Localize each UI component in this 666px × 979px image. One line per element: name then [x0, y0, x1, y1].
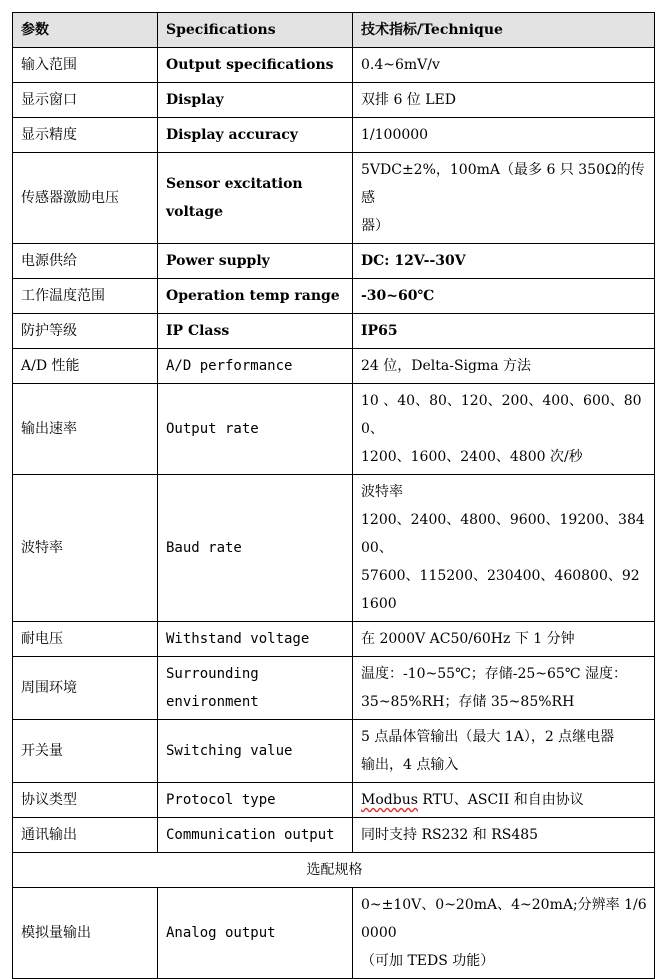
param-value: 在 2000V AC50/60Hz 下 1 分钟: [353, 622, 655, 657]
param-en: Baud rate: [158, 475, 353, 622]
table-row: [13, 314, 655, 349]
table-row: [13, 384, 655, 475]
param-value: [353, 720, 655, 783]
param-value-line: 10 、40、80、120、200、400、600、800、: [361, 393, 642, 437]
param-cn: 开关量: [13, 720, 158, 783]
table-row: [13, 720, 655, 783]
table-row: [13, 475, 655, 622]
param-cn: 工作温度范围: [13, 279, 158, 314]
param-en-line: environment: [166, 694, 259, 710]
param-value: 24 位，Delta-Sigma 方法: [353, 349, 655, 384]
param-en: Operation temp range: [158, 279, 353, 314]
header-parameter: 参数: [13, 13, 158, 48]
section-row: [13, 853, 655, 888]
param-value: [353, 153, 655, 244]
table-row: [13, 153, 655, 244]
param-value: DC: 12V--30V: [353, 244, 655, 279]
protocol-rest-text: RTU、ASCII 和自由协议: [417, 792, 584, 808]
table-row: [13, 818, 655, 853]
param-value: 0.4~6mV/v: [353, 48, 655, 83]
table-row: [13, 83, 655, 118]
param-value-line: 输出，4 点输入: [361, 757, 459, 773]
param-cn: 防护等级: [13, 314, 158, 349]
param-cn: 显示精度: [13, 118, 158, 153]
param-value-line: 1200、1600、2400、4800 次/秒: [361, 449, 583, 465]
param-value-line: 0~±10V、0~20mA、4~20mA;分辨率 1/60000: [361, 897, 647, 941]
param-cn: 波特率: [13, 475, 158, 622]
param-en-line: voltage: [166, 204, 224, 220]
param-value-line: 温度：-10~55℃；存储-25~65℃ 湿度：: [361, 666, 627, 682]
table-row: [13, 657, 655, 720]
table-row: [13, 622, 655, 657]
param-en: Output specifications: [158, 48, 353, 83]
param-value-line: 5VDC±2%，100mA（最多 6 只 350Ω的传感: [361, 162, 645, 206]
param-cn: A/D 性能: [13, 349, 158, 384]
param-cn: 模拟量输出: [13, 888, 158, 979]
param-value: [353, 384, 655, 475]
table-row: [13, 349, 655, 384]
param-en-line: Sensor excitation: [166, 176, 303, 192]
header-specifications: Specifications: [158, 13, 353, 48]
param-en: Communication output: [158, 818, 353, 853]
param-en: A/D performance: [158, 349, 353, 384]
section-title: 选配规格: [13, 853, 655, 888]
param-cn: 输入范围: [13, 48, 158, 83]
table-row: [13, 783, 655, 818]
param-value-line: （可加 TEDS 功能）: [361, 953, 495, 969]
param-value: IP65: [353, 314, 655, 349]
param-en: [158, 153, 353, 244]
table-header-row: [13, 13, 655, 48]
param-value: [353, 888, 655, 979]
param-value: 双排 6 位 LED: [353, 83, 655, 118]
protocol-modbus-text: Modbus: [361, 792, 418, 808]
param-value-line: 波特率: [361, 484, 403, 500]
param-en: Withstand voltage: [158, 622, 353, 657]
param-value-line: 35~85%RH；存储 35~85%RH: [361, 694, 575, 710]
param-value: 1/100000: [353, 118, 655, 153]
table-row: [13, 48, 655, 83]
param-value: 同时支持 RS232 和 RS485: [353, 818, 655, 853]
param-cn: 显示窗口: [13, 83, 158, 118]
param-value: [353, 783, 655, 818]
param-value-line: 器）: [361, 218, 389, 234]
table-row: [13, 118, 655, 153]
param-en: [158, 657, 353, 720]
param-value: [353, 657, 655, 720]
param-en: IP Class: [158, 314, 353, 349]
table-row: [13, 244, 655, 279]
param-en: Power supply: [158, 244, 353, 279]
param-en: Protocol type: [158, 783, 353, 818]
param-value-line: 1200、2400、4800、9600、19200、38400、: [361, 512, 645, 556]
param-value-line: 5 点晶体管输出（最大 1A），2 点继电器: [361, 729, 615, 745]
spec-table: [12, 12, 655, 979]
param-cn: 周围环境: [13, 657, 158, 720]
param-en-line: Surrounding: [166, 666, 259, 682]
spec-table-container: [12, 12, 655, 979]
param-en: Analog output: [158, 888, 353, 979]
table-row: [13, 888, 655, 979]
param-cn: 传感器激励电压: [13, 153, 158, 244]
param-en: Display accuracy: [158, 118, 353, 153]
param-cn: 电源供给: [13, 244, 158, 279]
header-technique: 技术指标/Technique: [353, 13, 655, 48]
param-cn: 输出速率: [13, 384, 158, 475]
param-cn: 通讯输出: [13, 818, 158, 853]
table-row: [13, 279, 655, 314]
param-value-line: 57600、115200、230400、460800、921600: [361, 568, 640, 612]
param-value: -30~60℃: [353, 279, 655, 314]
param-en: Switching value: [158, 720, 353, 783]
param-en: Display: [158, 83, 353, 118]
param-cn: 协议类型: [13, 783, 158, 818]
param-cn: 耐电压: [13, 622, 158, 657]
param-en: Output rate: [158, 384, 353, 475]
param-value: [353, 475, 655, 622]
